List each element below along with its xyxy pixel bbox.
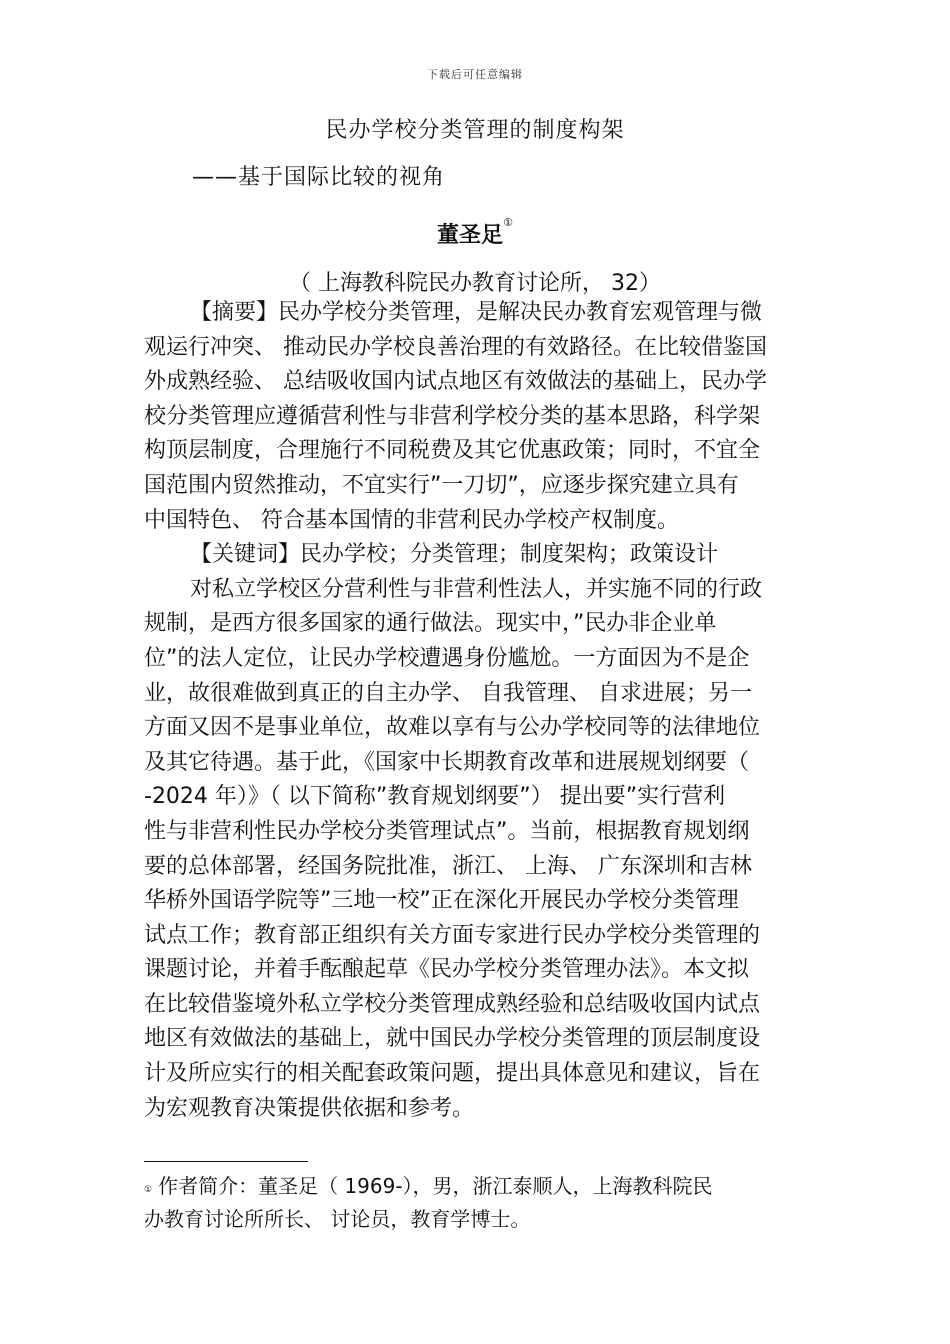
paragraph-line: 计及所应实行的相关配套政策问题，提出具体意见和建议，旨在: [144, 1061, 761, 1087]
header-note: 下载后可任意编辑: [427, 68, 523, 81]
paragraph-line: 为宏观教育决策提供依据和参考。: [144, 1095, 475, 1121]
abstract-line: 外成熟经验、 总结吸收国内试点地区有效做法的基础上，民办学: [144, 369, 767, 395]
footnote-divider: [144, 1161, 308, 1162]
footnote-line: [144, 1170, 810, 1203]
footnote-text: 作者简介：董圣足（ 1969-），男，浙江泰顺人，上海教科院民: [158, 1174, 713, 1198]
author-affiliation: （ 上海教科院民办教育讨论所， 32）: [289, 271, 661, 296]
paragraph-line: 方面又因不是事业单位，故难以享有与公办学校同等的法律地位: [144, 715, 761, 741]
paragraph-line: 规制，是西方很多国家的通行做法。现实中，”民办非企业单: [144, 611, 717, 637]
footnote: [144, 1170, 810, 1236]
paragraph-line: 地区有效做法的基础上，就中国民办学校分类管理的顶层制度设: [144, 1026, 761, 1052]
abstract-line: 国范围内贸然推动，不宜实行”一刀切”，应逐步探究建立具有: [144, 472, 739, 498]
paragraph-line: 华桥外国语学院等”三地一校”正在深化开展民办学校分类管理: [144, 888, 739, 914]
paragraph-line: 业，故很难做到真正的自主办学、 自我管理、 自求进展；另一: [144, 680, 752, 706]
author-name-text: 董圣足: [437, 223, 504, 248]
paragraph-line: 性与非营利性民办学校分类管理试点”。当前，根据教育规划纲: [144, 818, 750, 844]
paragraph-line: 试点工作；教育部正组织有关方面专家进行民办学校分类管理的: [144, 922, 761, 948]
paragraph-line: 位”的法人定位，让民办学校遭遇身份尴尬。一方面因为不是企: [144, 645, 750, 671]
paragraph-line: 要的总体部署，经国务院批准，浙江、 上海、 广东深圳和吉林: [144, 853, 752, 879]
keywords-line: 【关键词】民办学校；分类管理；制度架构；政策设计: [190, 542, 719, 568]
abstract-line: 校分类管理应遵循营利性与非营利学校分类的基本思路，科学架: [144, 403, 761, 429]
author-footnote-mark: ①: [503, 216, 513, 229]
abstract-line: 中国特色、 符合基本国情的非营利民办学校产权制度。: [144, 507, 679, 533]
document-subtitle: ——基于国际比较的视角: [192, 165, 446, 190]
abstract-line: 观运行冲突、 推动民办学校良善治理的有效路径。在比较借鉴国: [144, 334, 767, 360]
paragraph-line: 对私立学校区分营利性与非营利性法人，并实施不同的行政: [190, 576, 763, 602]
body-text: [144, 296, 810, 1126]
author-name: [0, 218, 950, 249]
paragraph-line: -2024 年）》（ 以下简称”教育规划纲要”） 提出要”实行营利: [144, 784, 726, 810]
document-title: 民办学校分类管理的制度构架: [325, 118, 625, 143]
footnote-line: 办教育讨论所所长、 讨论员，教育学博士。: [144, 1207, 531, 1231]
paragraph-line: 及其它待遇。基于此，《国家中长期教育改革和进展规划纲要（: [144, 749, 750, 775]
abstract-line: 构顶层制度，合理施行不同税费及其它优惠政策；同时，不宜全: [144, 438, 761, 464]
paragraph-line: 在比较借鉴境外私立学校分类管理成熟经验和总结吸收国内试点: [144, 991, 761, 1017]
abstract-line: 【摘要】民办学校分类管理，是解决民办教育宏观管理与微: [190, 300, 763, 325]
footnote-mark: ①: [144, 1185, 153, 1195]
paragraph-line: 课题讨论，并着手酝酿起草《民办学校分类管理办法》。本文拟: [144, 957, 750, 983]
